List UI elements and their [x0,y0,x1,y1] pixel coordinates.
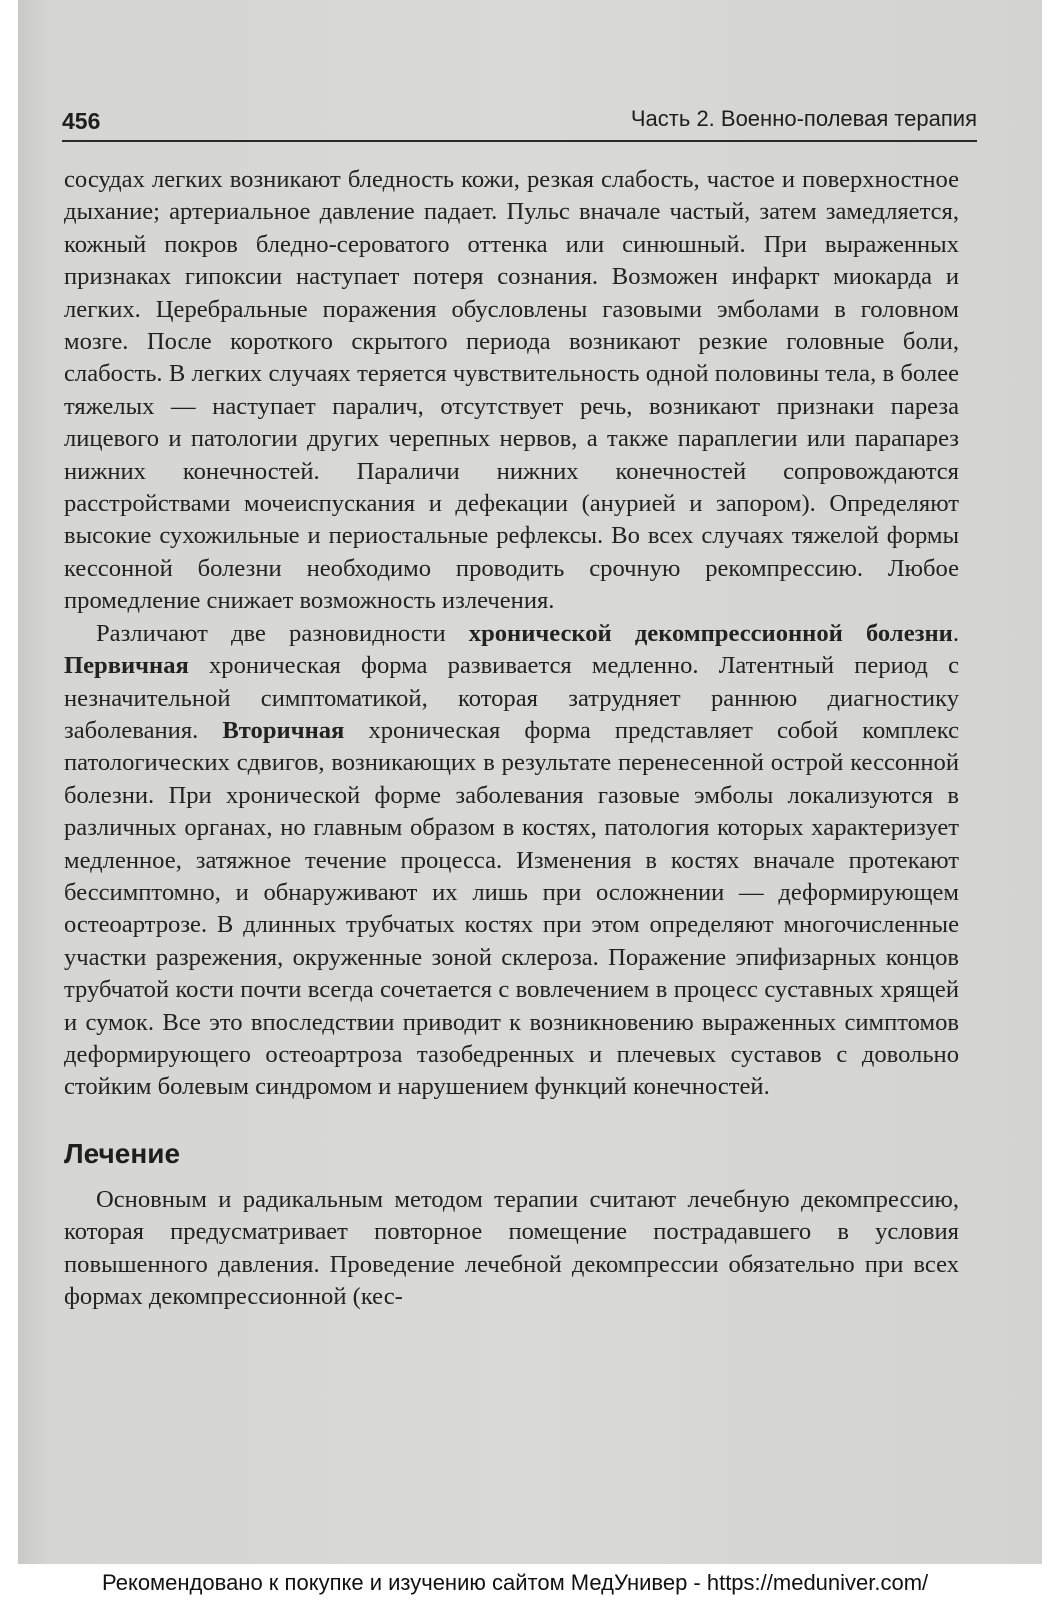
paragraph-chronic-forms [64,618,959,1104]
paragraph-text: . [952,619,959,647]
term-secondary: Вторичная [222,716,345,744]
paragraph-continuation: сосудах легких возникают бледность кожи, резкая слабость, частое и поверхностное дыхание; артериальное давление падает. Пульс вначале частый, затем замедляется, кожный покров бледно-сероватого оттенка или синюшный. При выраженных признаках гипоксии наступает потеря сознания. Возможен инфаркт миокарда и легких. Церебральные поражения обусловлены газовыми эмболами в головном мозге. После короткого скрытого периода возникают резкие головные боли, слабость. В легких случаях теряется чувствительность одной половины тела, в более тяжелых — наступает паралич, отсутствует речь, возникают признаки пареза лицевого и патологии других черепных нервов, а также параплегии или парапарез нижних конечностей. Параличи нижних конечностей сопровождаются расстройствами мочеиспускания и дефекации (анурией и запором). Определяют высокие сухожильные и периостальные рефлексы. Во всех случаях тяжелой формы кессонной болезни необходимо проводить срочную рекомпрессию. Любое промедление снижает возможность излечения. [64,166,959,615]
section-heading: Лечение [64,1137,181,1169]
paragraph-text: хроническая форма развивается медленно. Латентный период с незначительной симптоматикой, которая затрудняет раннюю диагностику заболевания. [64,652,959,744]
paragraph-text: Различают две разновидности [96,619,469,647]
page-header [62,96,977,142]
body-text [64,164,959,1313]
term-primary: Первичная [64,652,189,680]
running-title: Часть 2. Военно-полевая терапия [630,106,977,131]
paragraph-treatment: Основным и радикальным методом терапии считают лечебную декомпрессию, которая предусматривает повторное помещение пострадавшего в условия повышенного давления. Проведение лечебной декомпрессии обязательно при всех формах декомпрессионной (кес- [64,1185,959,1310]
footer-recommendation: Рекомендовано к покупке и изучению сайтом МедУнивер - https://meduniver.com/ [102,1570,929,1595]
footer-banner [0,1564,1044,1600]
term-chronic-decompression: хронической декомпрессионной болезни [468,619,953,647]
paragraph-text: хроническая форма представляет собой комплекс патологических сдвигов, возникающих в результате перенесенной острой кессонной болезни. При хронической форме заболевания газовые эмболы локализуются в различных органах, но главным образом в костях, патология которых характеризует медленное, затяжное течение процесса. Изменения в костях вначале протекают бессимптомно, и обнаруживают их лишь при осложнении — деформирующем остеоартрозе. В длинных трубчатых костях при этом определяют многочисленные участки разрежения, окруженные зоной склероза. Поражение эпифизарных концов трубчатой кости почти всегда сочетается с вовлечением в процесс суставных хрящей и сумок. Все это впоследствии приводит к возникновению выраженных симптомов деформирующего остеоартроза тазобедренных и плечевых суставов с довольно стойким болевым синдромом и нарушением функций конечностей. [64,716,959,1101]
page-number: 456 [62,108,101,134]
